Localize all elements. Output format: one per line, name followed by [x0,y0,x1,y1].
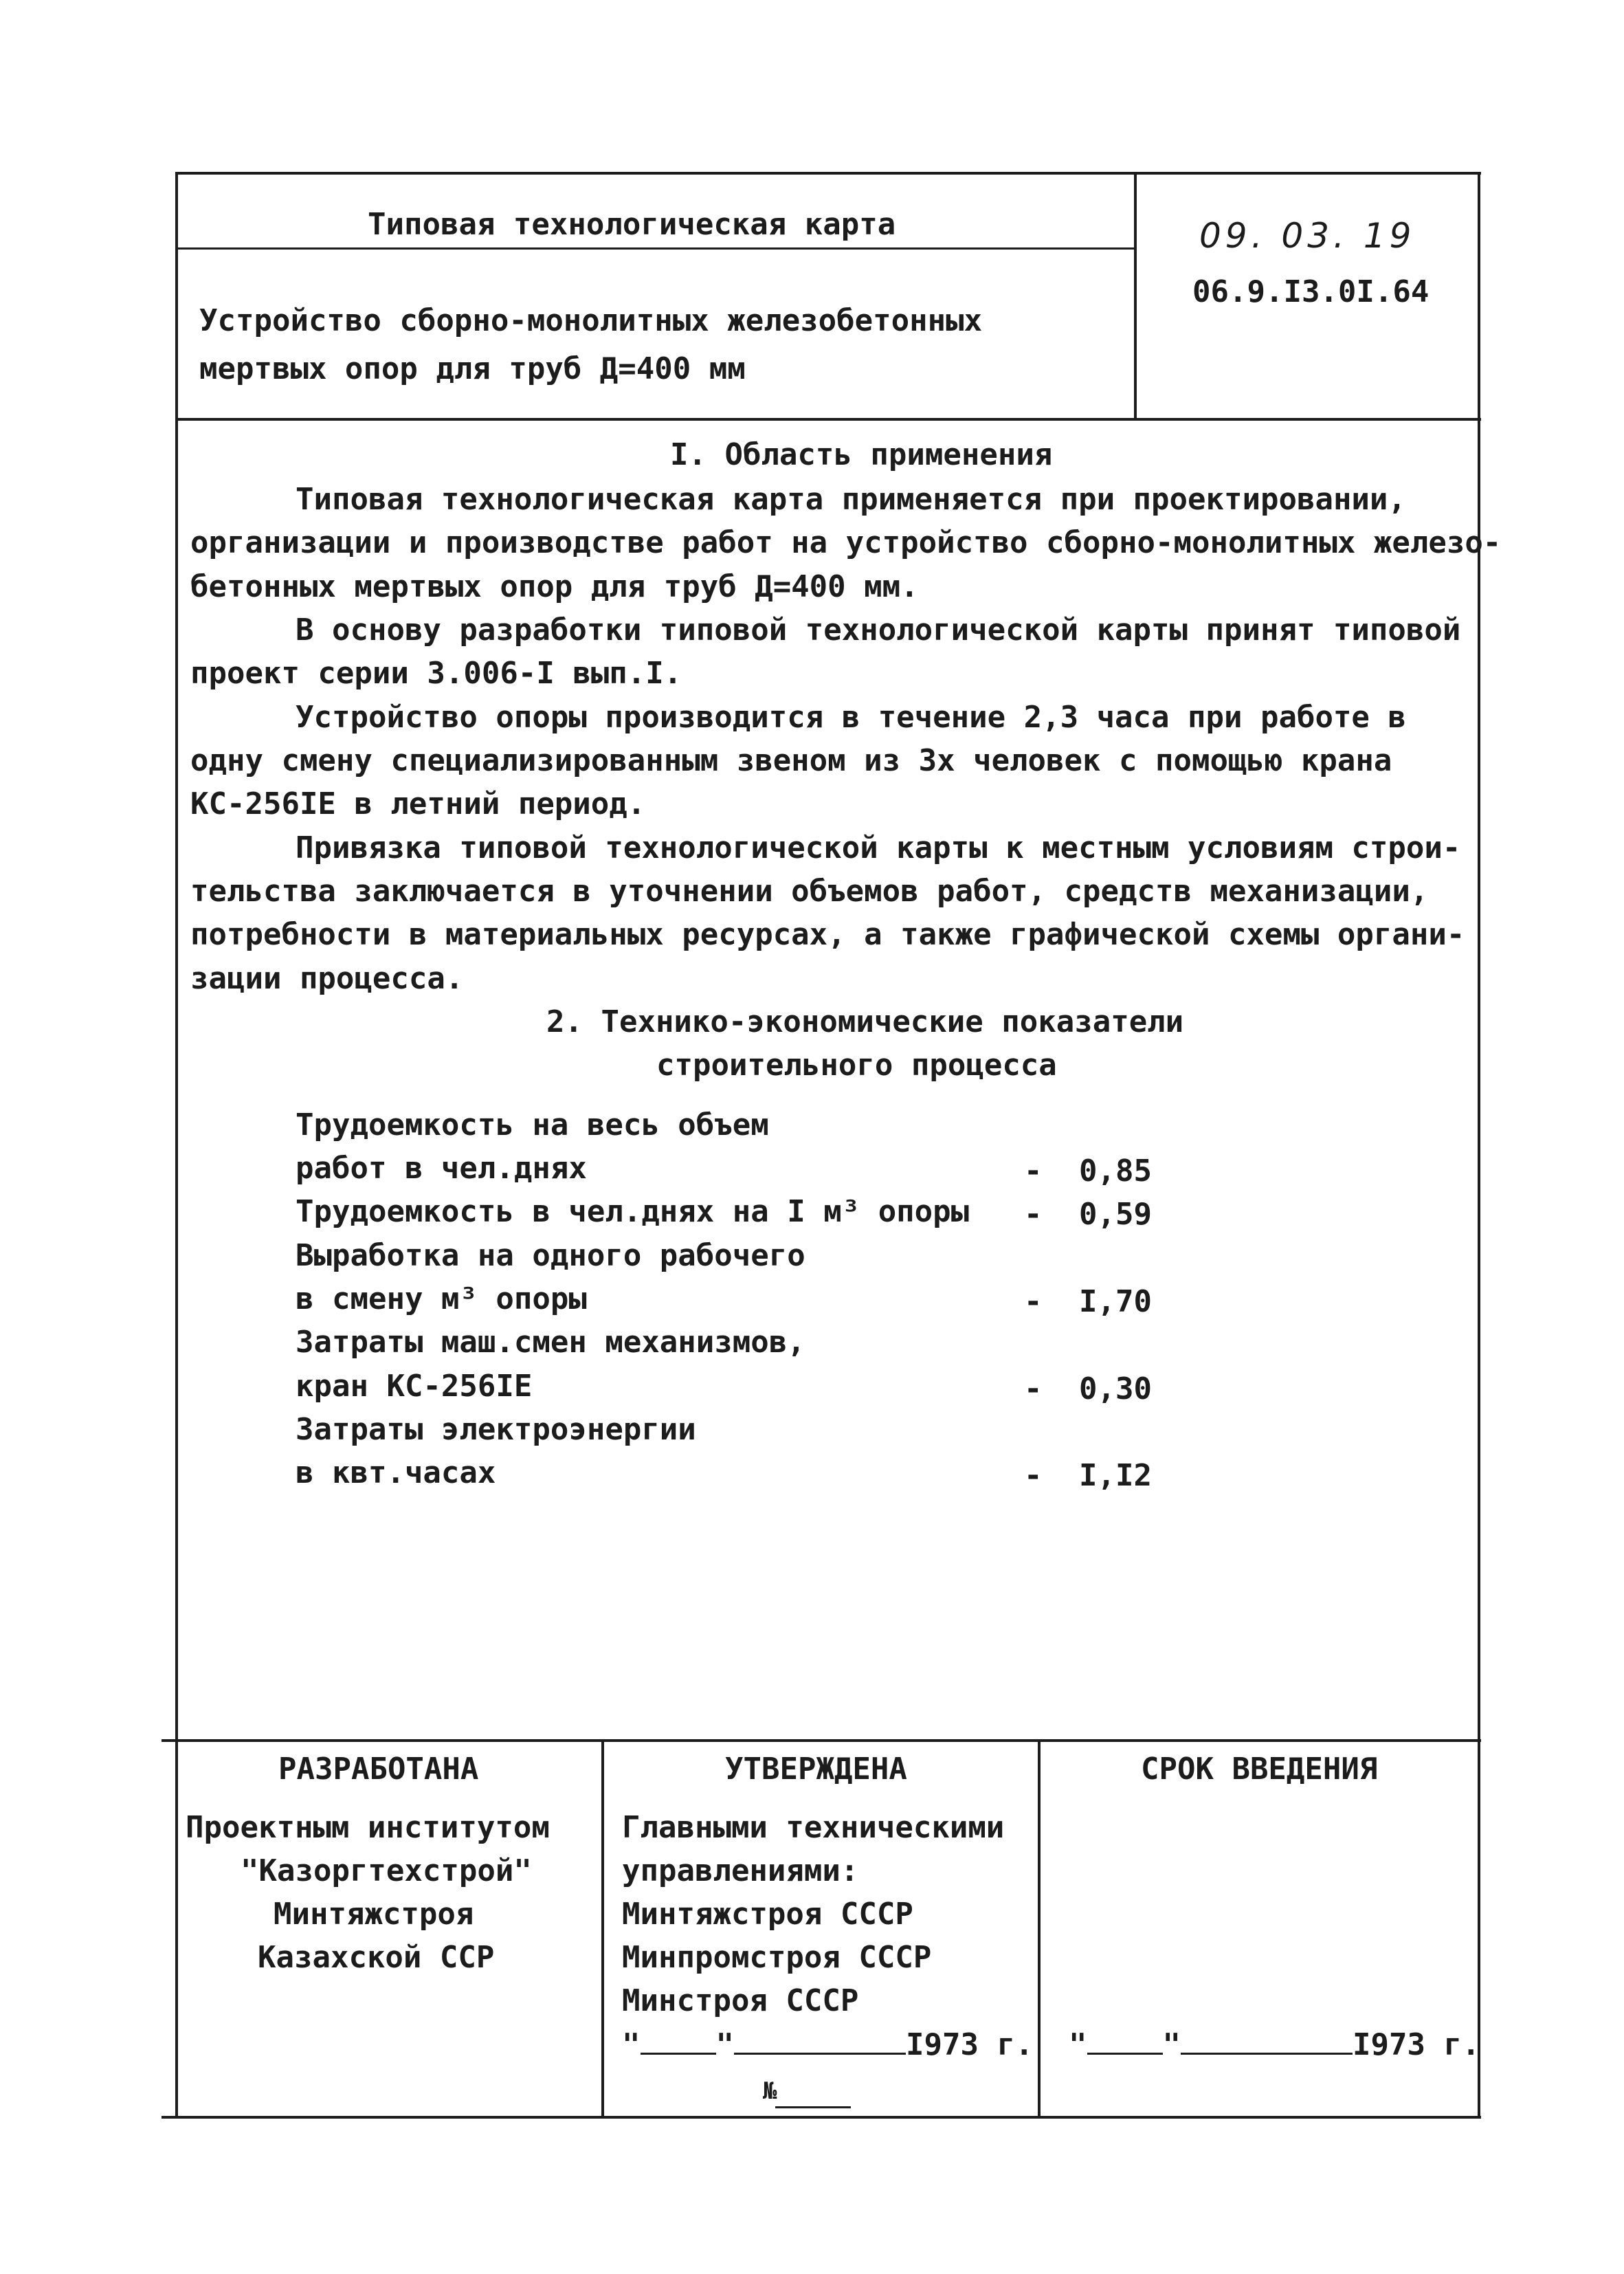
section-2-heading-line-1: 2. Технико-экономические показатели [546,1004,1184,1039]
header-top-border [175,172,1481,175]
developed-line: Проектным институтом [186,1810,550,1845]
indicator-label: Затраты электроэнергии [296,1412,696,1447]
approved-heading: УТВЕРЖДЕНА [725,1752,907,1787]
effective-date-month-blank [1181,2029,1353,2055]
indicator-label: в смену м³ опоры [296,1281,587,1316]
frame-left-border [175,172,178,2117]
indicator-value: 0,85 [1079,1153,1152,1189]
indicator-value: 0,59 [1079,1197,1152,1232]
developed-heading: РАЗРАБОТАНА [278,1752,479,1787]
section-1-line: Типовая технологическая карта применяется при проектировании, [296,482,1406,517]
indicator-label: работ в чел.днях [296,1151,587,1186]
approved-date-month-blank [734,2029,906,2055]
footer-top-border [162,1739,1481,1742]
indicator-label: Трудоемкость в чел.днях на I м³ опоры [296,1194,970,1229]
section-1-line: В основу разработки типовой технологической карты принят типовой [296,612,1461,648]
developed-line: "Казоргтехстрой" [241,1853,532,1888]
section-1-heading: I. Область применения [670,437,1053,472]
indicator-label: Затраты маш.смен механизмов, [296,1325,805,1360]
approved-line: Главными техническими [622,1810,1005,1845]
card-title-line-1: Устройство сборно-монолитных железобетонных [199,303,983,338]
footer-divider-1 [601,1739,604,2117]
indicator-dash: - [1024,1284,1043,1319]
document-code: 06.9.I3.0I.64 [1192,274,1430,309]
effective-date-quote-close: " [1162,2027,1181,2062]
indicator-dash: - [1024,1197,1043,1232]
approved-date-year: I973 г. [906,2027,1034,2062]
approved-date-quote-close: " [715,2027,734,2062]
indicator-dash: - [1024,1153,1043,1189]
indicator-label: Трудоемкость на весь объем [296,1107,769,1142]
effective-date-line [1069,2029,1480,2060]
section-1-line: Привязка типовой технологической карты к местным условиям строи- [296,830,1461,865]
indicator-dash: - [1024,1371,1043,1406]
handwritten-code: 09. 03. 19 [1199,216,1416,256]
developed-line: Минтяжстроя [274,1897,474,1932]
frame-right-border [1478,172,1480,2117]
indicator-label: Выработка на одного рабочего [296,1238,805,1273]
approved-line: Минтяжстроя СССР [622,1897,913,1932]
indicator-label: в квт.часах [296,1455,496,1490]
indicator-label: кран КС-256IЕ [296,1369,533,1404]
section-1-line: бетонных мертвых опор для труб Д=400 мм. [190,569,919,604]
indicator-dash: - [1024,1458,1043,1493]
header-divider-vertical [1134,172,1137,419]
approved-line: Минпромстроя СССР [622,1940,932,1975]
approved-line: Минстроя СССР [622,1983,859,2018]
developed-line: Казахской ССР [258,1940,495,1975]
approved-number-mark: № [763,2077,777,2105]
indicator-value: 0,30 [1079,1371,1152,1406]
section-2-heading-line-2: строительного процесса [656,1048,1057,1083]
indicator-value: I,I2 [1079,1458,1152,1493]
approved-number-blank [775,2106,851,2108]
section-1-line: КС-256IЕ в летний период. [190,786,646,821]
effective-heading: СРОК ВВЕДЕНИЯ [1141,1752,1378,1787]
header-title-divider [175,247,1135,250]
approved-date-day-blank [641,2029,716,2055]
footer-bottom-border [162,2116,1481,2119]
effective-date-year: I973 г. [1353,2027,1480,2062]
approved-date-line [622,2029,1033,2060]
footer-divider-2 [1038,1739,1041,2117]
section-1-line: одну смену специализированным звеном из 3х человек с помощью крана [190,743,1392,778]
section-1-line: тельства заключается в уточнении объемов работ, средств механизации, [190,874,1429,909]
section-1-line: проект серии 3.006-I вып.I. [190,656,682,691]
card-title-line-2: мертвых опор для труб Д=400 мм [199,351,746,386]
approved-date-quote-open: " [622,2027,641,2062]
section-1-line: Устройство опоры производится в течение 2,3 часа при работе в [296,700,1406,735]
effective-date-quote-open: " [1069,2027,1087,2062]
approved-line: управлениями: [622,1853,859,1888]
section-1-line: потребности в материальных ресурсах, а также графической схемы органи- [190,917,1465,952]
card-type-heading: Типовая технологическая карта [368,207,896,242]
header-bottom-border [175,418,1481,421]
indicator-value: I,70 [1079,1284,1152,1319]
effective-date-day-blank [1087,2029,1163,2055]
section-1-line: зации процесса. [190,961,464,996]
section-1-line: организации и производстве работ на устройство сборно-монолитных железо- [190,525,1502,560]
